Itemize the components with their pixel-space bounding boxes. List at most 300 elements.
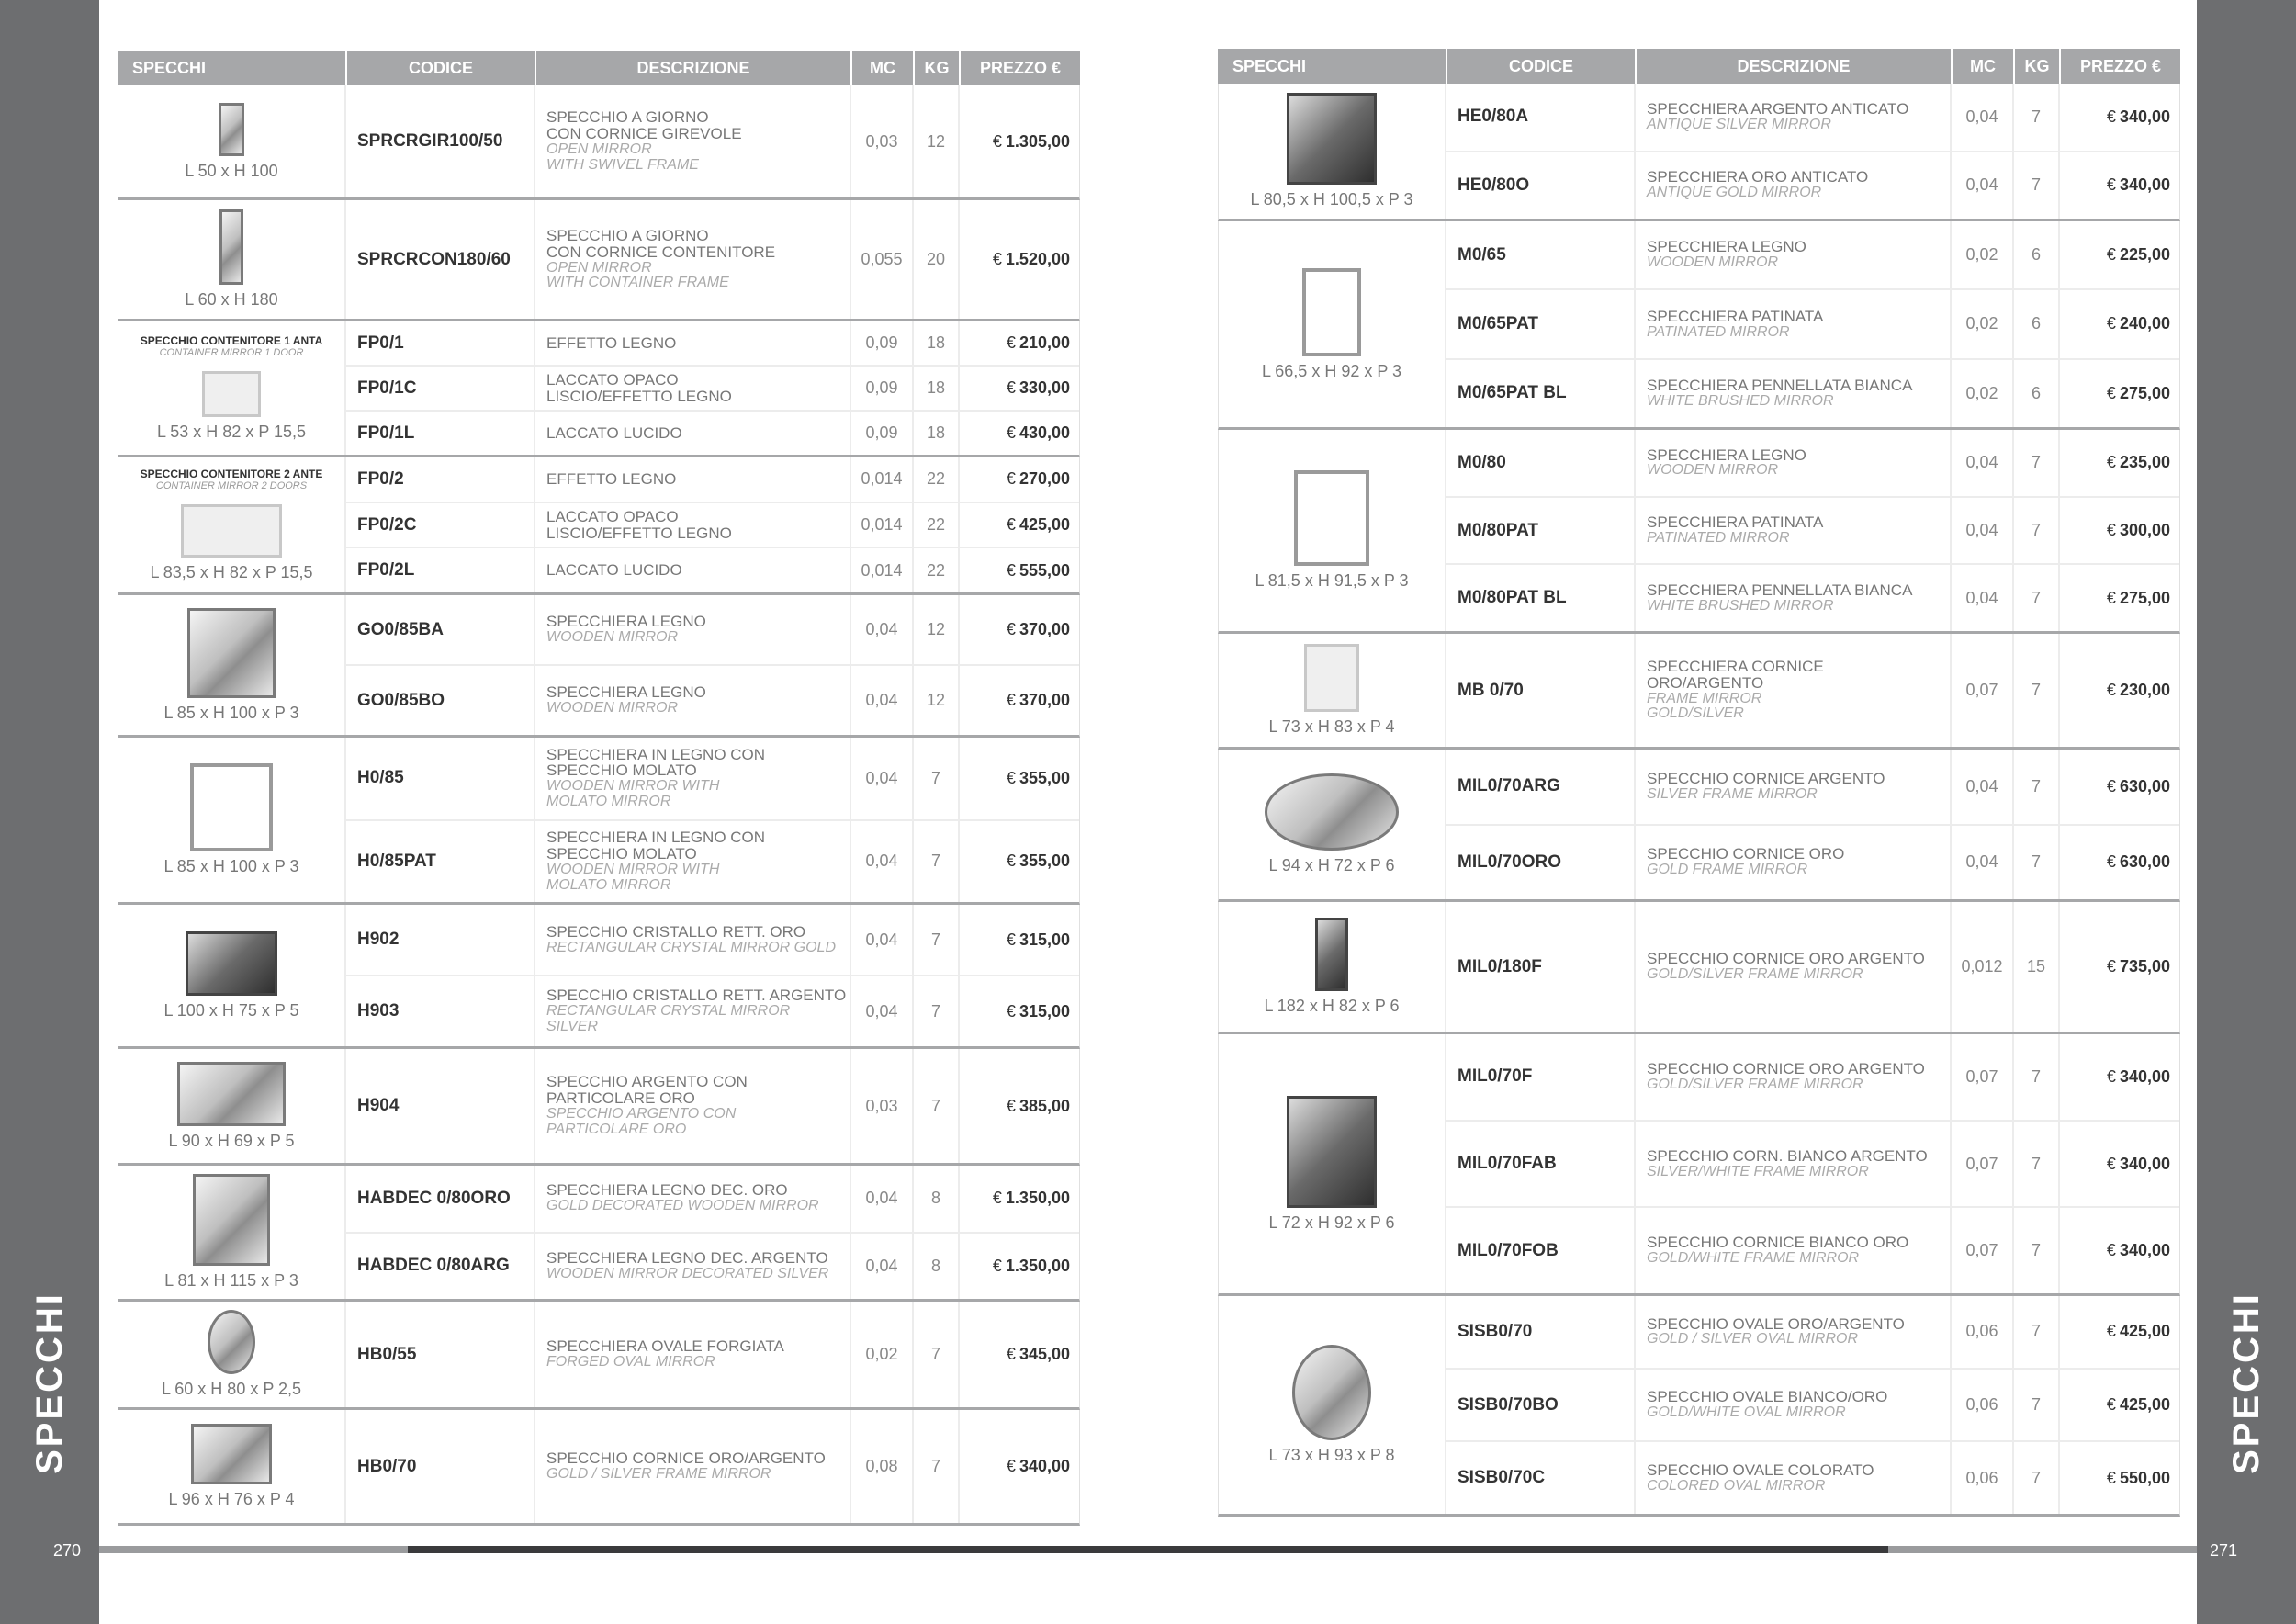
product-description: [1636, 1296, 1952, 1368]
product-dimensions: L 81 x H 115 x P 3: [164, 1271, 298, 1290]
price: [960, 1234, 1079, 1300]
currency-symbol: €: [1006, 515, 1016, 534]
product-group: [118, 200, 1080, 321]
volume-mc: 0,07: [1952, 1208, 2014, 1293]
weight-kg: 7: [2014, 1122, 2060, 1207]
price-value: 430,00: [1019, 423, 1070, 442]
mirror-thumbnail: [202, 371, 261, 417]
product-description: [1636, 826, 1952, 900]
product-rows: [1446, 902, 2179, 1032]
price: [960, 738, 1079, 819]
currency-symbol: €: [992, 131, 1002, 151]
description-italian: SPECCHIO CORN. BIANCO ARGENTO: [1647, 1146, 1928, 1165]
product-code: GO0/85BA: [346, 595, 535, 664]
weight-kg: 7: [914, 738, 960, 819]
product-description: [1636, 750, 1952, 824]
price-value: 1.305,00: [1005, 131, 1070, 151]
product-description: [535, 976, 851, 1046]
product-image-cell: [1219, 1296, 1446, 1514]
mirror-thumbnail: [191, 1424, 272, 1484]
product-group: [118, 1049, 1080, 1166]
product-group: [118, 321, 1080, 457]
description-italian: SPECCHIO CORNICE BIANCO ORO: [1647, 1234, 1909, 1252]
product-dimensions: L 85 x H 100 x P 3: [163, 703, 299, 722]
header-mc: MC: [1953, 49, 2015, 84]
description-italian: SPECCHIERA PENNELLATA BIANCA: [1647, 581, 1913, 599]
volume-mc: 0,03: [851, 1049, 914, 1163]
product-code: H903: [346, 976, 535, 1046]
price-value: 225,00: [2119, 245, 2170, 265]
weight-kg: 22: [914, 548, 960, 592]
mirror-thumbnail: [1287, 93, 1377, 185]
product-rows: [1446, 634, 2179, 747]
price: [2060, 1122, 2179, 1207]
header-prezzo: PREZZO €: [979, 58, 1061, 77]
weight-kg: 7: [2014, 1208, 2060, 1293]
volume-mc: 0,055: [851, 200, 914, 319]
price: [960, 1166, 1079, 1232]
currency-symbol: €: [2106, 1395, 2116, 1414]
table-row: [346, 457, 1079, 503]
price-value: 340,00: [2119, 1154, 2170, 1173]
price-value: 425,00: [2119, 1322, 2170, 1341]
description-english: SPECCHIO ARGENTO CON PARTICOLARE ORO: [546, 1106, 737, 1137]
price-value: 315,00: [1019, 930, 1070, 949]
description-italian: SPECCHIERA LEGNO DEC. ARGENTO: [546, 1248, 828, 1267]
product-rows: [346, 738, 1079, 902]
product-group: [118, 595, 1080, 738]
group-subtitle: CONTAINER MIRROR 1 DOOR: [159, 347, 304, 358]
product-code: SISB0/70: [1446, 1296, 1636, 1368]
volume-mc: 0,04: [851, 821, 914, 903]
table-row: [1446, 360, 2179, 427]
product-image-cell: [118, 85, 346, 197]
product-code: HB0/70: [346, 1410, 535, 1523]
price-value: 230,00: [2119, 681, 2170, 699]
table-row: [346, 1166, 1079, 1234]
bottom-rule: [99, 1546, 2197, 1553]
price-value: 315,00: [1019, 1001, 1070, 1021]
weight-kg: 12: [914, 595, 960, 664]
header-specchi: SPECCHI: [1218, 49, 1447, 84]
price: [960, 503, 1079, 547]
mirror-thumbnail: [1287, 1096, 1377, 1208]
table-row: [1446, 1296, 2179, 1370]
currency-symbol: €: [2106, 1154, 2116, 1173]
product-description: [535, 905, 851, 975]
volume-mc: 0,04: [851, 905, 914, 975]
product-code: HE0/80A: [1446, 84, 1636, 151]
currency-symbol: €: [1006, 851, 1016, 871]
price: [2060, 498, 2179, 564]
volume-mc: 0,04: [1952, 498, 2014, 564]
description-italian: LACCATO OPACO LISCIO/EFFETTO LEGNO: [546, 370, 732, 405]
product-code: FP0/1L: [346, 412, 535, 455]
currency-symbol: €: [2106, 175, 2116, 195]
product-description: [1636, 498, 1952, 564]
price-value: 340,00: [2119, 175, 2170, 195]
price-value: 630,00: [2119, 776, 2170, 795]
description-italian: SPECCHIO CORNICE ORO ARGENTO: [1647, 950, 1925, 968]
description-english: GOLD / SILVER OVAL MIRROR: [1647, 1331, 1858, 1348]
product-description: [1636, 360, 1952, 427]
price: [960, 1049, 1079, 1163]
currency-symbol: €: [1006, 1457, 1016, 1475]
table-row: [1446, 498, 2179, 566]
mirror-thumbnail: [219, 103, 244, 156]
table-row: [346, 1234, 1079, 1300]
description-english: GOLD/SILVER FRAME MIRROR: [1647, 1076, 1863, 1092]
product-dimensions: L 83,5 x H 82 x P 15,5: [150, 563, 313, 581]
group-title: SPECCHIO CONTENITORE 1 ANTA: [140, 334, 323, 347]
description-english: PATINATED MIRROR: [1647, 530, 1790, 547]
weight-kg: 8: [914, 1166, 960, 1232]
weight-kg: 7: [2014, 1442, 2060, 1514]
volume-mc: 0,014: [851, 548, 914, 592]
product-code: HABDEC 0/80ARG: [346, 1234, 535, 1300]
weight-kg: 15: [2014, 902, 2060, 1032]
weight-kg: 7: [2014, 1370, 2060, 1441]
product-code: HABDEC 0/80ORO: [346, 1166, 535, 1232]
description-italian: EFFETTO LEGNO: [546, 469, 677, 488]
product-group: [118, 1302, 1080, 1410]
table-header: [1218, 49, 2180, 84]
table-row: [346, 85, 1079, 197]
table-row: [1446, 221, 2179, 290]
price-value: 340,00: [2119, 107, 2170, 126]
weight-kg: 6: [2014, 290, 2060, 357]
price-value: 425,00: [2119, 1395, 2170, 1414]
product-code: MIL0/70FOB: [1446, 1208, 1636, 1293]
price-value: 1.520,00: [1005, 250, 1070, 268]
price-value: 275,00: [2119, 383, 2170, 402]
product-dimensions: L 100 x H 75 x P 5: [163, 1000, 299, 1020]
price: [2060, 1296, 2179, 1368]
product-dimensions: L 81,5 x H 91,5 x P 3: [1255, 571, 1409, 590]
weight-kg: 7: [2014, 498, 2060, 564]
product-dimensions: L 60 x H 80 x P 2,5: [161, 1380, 302, 1398]
product-description: [535, 548, 851, 592]
description-italian: SPECCHIERA CORNICE ORO/ARGENTO: [1647, 657, 1824, 692]
weight-kg: 7: [2014, 634, 2060, 747]
currency-symbol: €: [2106, 383, 2116, 402]
product-code: M0/80PAT: [1446, 498, 1636, 564]
mirror-thumbnail: [1315, 918, 1348, 991]
product-code: HB0/55: [346, 1302, 535, 1407]
product-code: FP0/2C: [346, 503, 535, 547]
volume-mc: 0,09: [851, 321, 914, 365]
weight-kg: 7: [2014, 152, 2060, 220]
description-english: WOODEN MIRROR WITH MOLATO MIRROR: [546, 778, 720, 810]
currency-symbol: €: [1006, 1345, 1016, 1363]
product-description: [535, 200, 851, 319]
description-english: RECTANGULAR CRYSTAL MIRROR SILVER: [546, 1003, 791, 1034]
currency-symbol: €: [992, 1189, 1002, 1208]
price-value: 340,00: [2119, 1241, 2170, 1260]
table-row: [1446, 290, 2179, 359]
price-value: 355,00: [1019, 851, 1070, 871]
product-code: MIL0/70ARG: [1446, 750, 1636, 824]
product-dimensions: L 60 x H 180: [185, 290, 278, 309]
currency-symbol: €: [1006, 469, 1016, 489]
description-italian: SPECCHIO A GIORNO CON CORNICE CONTENITORE: [546, 226, 776, 261]
price: [2060, 1034, 2179, 1120]
weight-kg: 7: [914, 1410, 960, 1523]
currency-symbol: €: [2106, 776, 2116, 795]
product-group: [1218, 902, 2180, 1034]
product-group: [118, 1410, 1080, 1526]
product-group: [118, 738, 1080, 905]
currency-symbol: €: [1006, 378, 1016, 397]
description-italian: SPECCHIO CRISTALLO RETT. ORO: [546, 922, 806, 941]
description-english: WOODEN MIRROR WITH MOLATO MIRROR: [546, 861, 720, 893]
description-english: ANTIQUE GOLD MIRROR: [1647, 185, 1822, 201]
weight-kg: 18: [914, 367, 960, 410]
description-italian: SPECCHIERA IN LEGNO CON SPECCHIO MOLATO: [546, 745, 766, 780]
product-description: [1636, 221, 1952, 288]
currency-symbol: €: [1006, 768, 1016, 787]
weight-kg: 12: [914, 666, 960, 735]
price: [960, 666, 1079, 735]
description-english: OPEN MIRROR WITH SWIVEL FRAME: [546, 141, 699, 173]
mirror-thumbnail: [177, 1062, 286, 1126]
product-group: [118, 905, 1080, 1049]
product-code: M0/80PAT BL: [1446, 565, 1636, 631]
price: [2060, 360, 2179, 427]
section-title-left: SPECCHI: [28, 1291, 70, 1474]
product-dimensions: L 90 x H 69 x P 5: [168, 1131, 295, 1150]
price: [960, 1410, 1079, 1523]
product-description: [535, 503, 851, 547]
currency-symbol: €: [1006, 333, 1016, 352]
table-row: [346, 1410, 1079, 1523]
currency-symbol: €: [2106, 453, 2116, 472]
volume-mc: 0,04: [1952, 826, 2014, 900]
description-english: GOLD/WHITE FRAME MIRROR: [1647, 1250, 1860, 1267]
description-italian: SPECCHIO ARGENTO CON PARTICOLARE ORO: [546, 1073, 748, 1108]
volume-mc: 0,04: [1952, 565, 2014, 631]
product-group: [1218, 221, 2180, 430]
product-description: [535, 666, 851, 735]
weight-kg: 7: [2014, 750, 2060, 824]
volume-mc: 0,04: [1952, 430, 2014, 496]
currency-symbol: €: [1006, 560, 1016, 580]
volume-mc: 0,08: [851, 1410, 914, 1523]
product-image-cell: [1219, 750, 1446, 899]
currency-symbol: €: [992, 1256, 1002, 1275]
product-code: M0/80: [1446, 430, 1636, 496]
table-row: [346, 548, 1079, 592]
product-description: [535, 1410, 851, 1523]
header-codice: CODICE: [1447, 49, 1637, 84]
price: [960, 905, 1079, 975]
currency-symbol: €: [2106, 1468, 2116, 1487]
description-italian: SPECCHIERA LEGNO: [546, 683, 706, 702]
mirror-thumbnail: [186, 931, 277, 996]
description-italian: SPECCHIERA PENNELLATA BIANCA: [1647, 377, 1913, 394]
product-description: [1636, 1034, 1952, 1120]
price: [960, 548, 1079, 592]
price: [960, 821, 1079, 903]
product-group: [1218, 634, 2180, 750]
mirror-thumbnail: [1302, 268, 1361, 356]
weight-kg: 22: [914, 457, 960, 502]
price-value: 370,00: [1019, 620, 1070, 638]
product-code: H904: [346, 1049, 535, 1163]
price-value: 210,00: [1019, 333, 1070, 352]
weight-kg: 7: [2014, 826, 2060, 900]
description-italian: EFFETTO LEGNO: [546, 333, 677, 352]
description-english: COLORED OVAL MIRROR: [1647, 1477, 1826, 1494]
product-description: [1636, 1370, 1952, 1441]
product-rows: [346, 457, 1079, 592]
description-english: GOLD FRAME MIRROR: [1647, 862, 1808, 878]
currency-symbol: €: [2106, 107, 2116, 126]
product-rows: [346, 321, 1079, 455]
price-value: 235,00: [2119, 453, 2170, 472]
description-english: FORGED OVAL MIRROR: [546, 1354, 715, 1370]
table-row: [346, 412, 1079, 455]
product-image-cell: [118, 1410, 346, 1523]
weight-kg: 7: [2014, 1034, 2060, 1120]
volume-mc: 0,06: [1952, 1370, 2014, 1441]
product-code: FP0/1C: [346, 367, 535, 410]
description-italian: SPECCHIERA IN LEGNO CON SPECCHIO MOLATO: [546, 829, 766, 863]
product-description: [1636, 902, 1952, 1032]
description-italian: SPECCHIERA LEGNO: [1647, 445, 1806, 464]
product-image-cell: [1219, 1034, 1446, 1293]
group-title: SPECCHIO CONTENITORE 2 ANTE: [140, 468, 323, 480]
product-description: [1636, 84, 1952, 151]
description-italian: SPECCHIERA LEGNO DEC. ORO: [546, 1181, 788, 1200]
product-rows: [1446, 1034, 2179, 1293]
volume-mc: 0,03: [851, 85, 914, 197]
product-description: [535, 1302, 851, 1407]
description-english: GOLD/WHITE OVAL MIRROR: [1647, 1404, 1846, 1421]
price: [2060, 826, 2179, 900]
header-prezzo: PREZZO €: [2079, 56, 2161, 75]
header-specchi: SPECCHI: [118, 51, 347, 85]
mirror-thumbnail: [181, 504, 282, 558]
description-italian: LACCATO LUCIDO: [546, 561, 682, 580]
product-dimensions: L 66,5 x H 92 x P 3: [1261, 361, 1402, 380]
description-italian: SPECCHIERA LEGNO: [546, 613, 706, 631]
bottom-rule-accent: [408, 1546, 1888, 1553]
product-code: GO0/85BO: [346, 666, 535, 735]
description-italian: SPECCHIO OVALE COLORATO: [1647, 1460, 1874, 1479]
product-group: [118, 457, 1080, 595]
price-value: 735,00: [2119, 957, 2170, 976]
currency-symbol: €: [2106, 852, 2116, 872]
price: [2060, 1208, 2179, 1293]
table-row: [1446, 1442, 2179, 1514]
description-italian: SPECCHIO CRISTALLO RETT. ARGENTO: [546, 987, 847, 1005]
price: [2060, 221, 2179, 288]
product-description: [1636, 430, 1952, 496]
product-code: SISB0/70BO: [1446, 1370, 1636, 1441]
product-code: H0/85PAT: [346, 821, 535, 903]
currency-symbol: €: [2106, 521, 2116, 539]
currency-symbol: €: [2106, 957, 2116, 976]
table-header: [118, 51, 1080, 85]
table-row: [1446, 750, 2179, 826]
price: [2060, 290, 2179, 357]
volume-mc: 0,04: [851, 595, 914, 664]
product-image-cell: [118, 200, 346, 319]
weight-kg: 7: [2014, 430, 2060, 496]
product-description: [535, 738, 851, 819]
price: [960, 200, 1079, 319]
product-code: H0/85: [346, 738, 535, 819]
price: [2060, 1370, 2179, 1441]
volume-mc: 0,06: [1952, 1442, 2014, 1514]
price-value: 345,00: [1019, 1345, 1070, 1363]
volume-mc: 0,014: [851, 503, 914, 547]
price: [2060, 902, 2179, 1032]
description-english: RECTANGULAR CRYSTAL MIRROR GOLD: [546, 939, 837, 955]
volume-mc: 0,09: [851, 412, 914, 455]
product-rows: [346, 595, 1079, 735]
price: [960, 85, 1079, 197]
description-english: ANTIQUE SILVER MIRROR: [1647, 116, 1831, 132]
description-italian: SPECCHIO OVALE BIANCO/ORO: [1647, 1388, 1888, 1406]
price-value: 555,00: [1019, 560, 1070, 580]
product-image-cell: [1219, 84, 1446, 219]
currency-symbol: €: [2106, 1066, 2116, 1086]
table-row: [346, 666, 1079, 735]
price: [960, 412, 1079, 455]
description-italian: SPECCHIO A GIORNO CON CORNICE GIREVOLE: [546, 108, 742, 143]
product-dimensions: L 73 x H 93 x P 8: [1268, 1446, 1395, 1464]
table-row: [346, 1302, 1079, 1407]
product-dimensions: L 53 x H 82 x P 15,5: [156, 423, 307, 441]
product-code: SPRCRCON180/60: [346, 200, 535, 319]
product-description: [535, 821, 851, 903]
volume-mc: 0,014: [851, 457, 914, 502]
volume-mc: 0,04: [851, 1166, 914, 1232]
weight-kg: 8: [914, 1234, 960, 1300]
page-number-left: 270: [53, 1541, 82, 1560]
mirror-thumbnail: [190, 763, 273, 851]
description-english: WOODEN MIRROR: [1647, 462, 1779, 479]
mirror-thumbnail: [1294, 470, 1369, 566]
description-italian: SPECCHIERA LEGNO: [1647, 238, 1806, 256]
price-value: 1.350,00: [1005, 1256, 1070, 1275]
price-value: 370,00: [1019, 691, 1070, 709]
price-table-left: [118, 51, 1080, 1526]
price-value: 385,00: [1019, 1096, 1070, 1115]
currency-symbol: €: [2106, 1322, 2116, 1341]
product-code: FP0/2L: [346, 548, 535, 592]
table-row: [1446, 1122, 2179, 1209]
weight-kg: 18: [914, 412, 960, 455]
volume-mc: 0,06: [1952, 1296, 2014, 1368]
price-value: 275,00: [2119, 588, 2170, 607]
description-italian: SPECCHIO CORNICE ARGENTO: [1647, 769, 1885, 787]
product-code: MB 0/70: [1446, 634, 1636, 747]
volume-mc: 0,04: [1952, 84, 2014, 151]
table-row: [1446, 902, 2179, 1032]
product-rows: [346, 905, 1079, 1046]
product-description: [535, 1166, 851, 1232]
product-code: FP0/2: [346, 457, 535, 502]
description-italian: SPECCHIERA ORO ANTICATO: [1647, 168, 1869, 186]
product-rows: [346, 1049, 1079, 1163]
volume-mc: 0,09: [851, 367, 914, 410]
price-value: 630,00: [2119, 852, 2170, 872]
price-value: 1.350,00: [1005, 1189, 1070, 1208]
product-image-cell: [118, 321, 346, 455]
